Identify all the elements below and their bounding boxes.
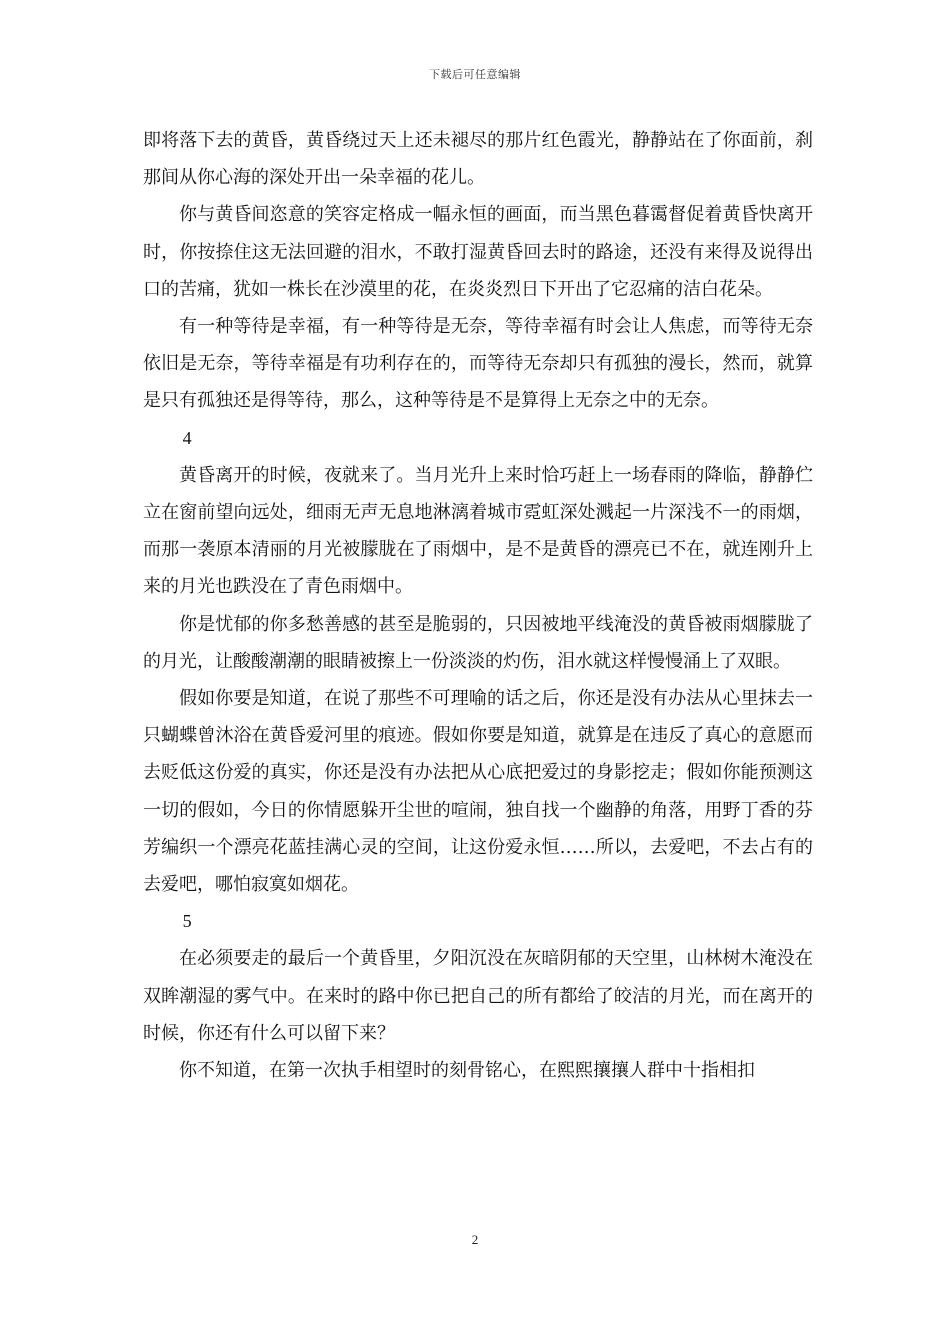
- page-header: 下载后可任意编辑: [429, 68, 521, 81]
- paragraph: 在必须要走的最后一个黄昏里，夕阳沉没在灰暗阴郁的天空里，山林树木淹没在双眸潮湿的雾气中。在来时的路中你已把自己的所有都给了皎洁的月光，而在离开的时候，你还有什么可以留下来？: [143, 948, 813, 1044]
- section-number: 4: [182, 427, 192, 448]
- paragraph: 你与黄昏间恣意的笑容定格成一幅永恒的画面，而当黑色暮霭督促着黄昏快离开时，你按捺住这无法回避的泪水，不敢打湿黄昏回去时的路途，还没有来得及说得出口的苦痛，犹如一株长在沙漠里的花，在炎炎烈日下开出了它忍痛的洁白花朵。: [143, 204, 813, 300]
- page-number: 2: [471, 1232, 479, 1247]
- paragraph: 即将落下去的黄昏，黄昏绕过天上还未褪尽的那片红色霞光，静静站在了你面前，刹那间从你心海的深处开出一朵幸福的花儿。: [143, 130, 813, 189]
- paragraph: 有一种等待是幸福，有一种等待是无奈，等待幸福有时会让人焦虑，而等待无奈依旧是无奈，等待幸福是有功利存在的，而等待无奈却只有孤独的漫长，然而，就算是只有孤独还是得等待，那么，这种等待是不是算得上无奈之中的无奈。: [143, 316, 813, 412]
- paragraph: 黄昏离开的时候，夜就来了。当月光升上来时恰巧赶上一场春雨的降临，静静伫立在窗前望向远处，细雨无声无息地淋漓着城市霓虹深处溅起一片深浅不一的雨烟，而那一袭原本清丽的月光被朦胧在了雨烟中，是不是黄昏的漂亮已不在，就连刚升上来的月光也跌没在了青色雨烟中。: [143, 464, 813, 598]
- paragraph: 你不知道，在第一次执手相望时的刻骨铭心，在熙熙攘攘人群中十指相扣: [179, 1060, 755, 1082]
- section-number: 5: [182, 911, 192, 932]
- paragraph: 你是忧郁的你多愁善感的甚至是脆弱的，只因被地平线淹没的黄昏被雨烟朦胧了的月光，让酸酸潮潮的眼睛被擦上一份淡淡的灼伤，泪水就这样慢慢涌上了双眼。: [143, 613, 813, 672]
- body-text: [143, 122, 813, 1089]
- paragraph: 假如你要是知道，在说了那些不可理喻的话之后，你还是没有办法从心里抹去一只蝴蝶曾沐浴在黄昏爱河里的痕迹。假如你要是知道，就算是在违反了真心的意愿而去贬低这份爱的真实，你还是没有办法把从心底把爱过的身影挖走；假如你能预测这一切的假如，今日的你情愿躲开尘世的喧闹，独自找一个幽静的角落，用野丁香的芬芳编织一个漂亮花蓝挂满心灵的空间，让这份爱永恒……所以，去爱吧，不去占有的去爱吧，哪怕寂寞如烟花。: [143, 688, 813, 896]
